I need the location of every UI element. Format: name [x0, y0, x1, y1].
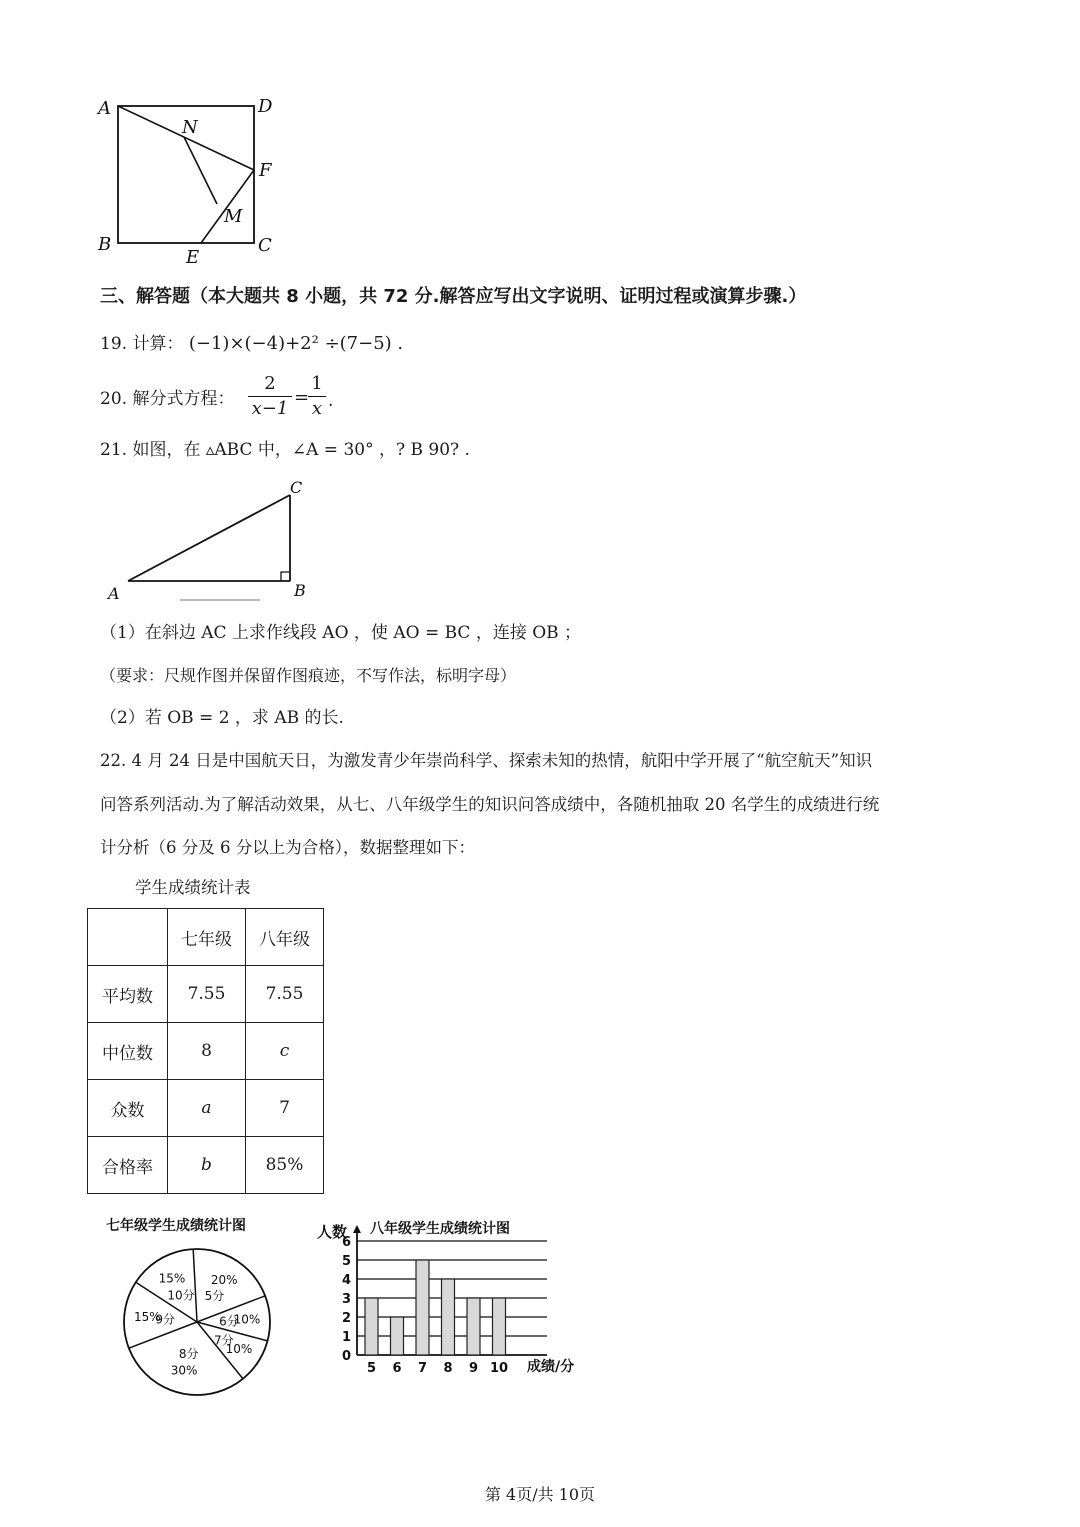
- bar-y-tick: 2: [341, 1311, 351, 1326]
- bar: [416, 1260, 429, 1355]
- table-cell: 7: [246, 1080, 324, 1137]
- pie-slice-percent: 15%: [158, 1271, 186, 1286]
- pie-slice-label: 7分: [214, 1333, 234, 1348]
- table-cell: a: [168, 1080, 246, 1137]
- pie-slice-edge: [193, 1249, 197, 1322]
- grade8-bar-chart: [315, 1215, 595, 1380]
- table-cell: [88, 909, 168, 966]
- question-19: 19. 计算： (−1)×(−4)+2² ÷(7−5) .: [100, 333, 404, 354]
- grade7-pie-chart: [100, 1210, 300, 1400]
- table-cell: 7.55: [246, 966, 324, 1023]
- table-cell: b: [168, 1137, 246, 1194]
- pie-slice-label: 10分: [167, 1288, 195, 1303]
- label-f: F: [259, 160, 272, 181]
- pie-slice-percent: 10%: [233, 1312, 261, 1327]
- table-cell: c: [246, 1023, 324, 1080]
- bar-x-tick: 8: [443, 1361, 453, 1376]
- table-row: [88, 909, 324, 966]
- table-cell: 合格率: [88, 1137, 168, 1194]
- table-cell: 7.55: [168, 966, 246, 1023]
- pie-slice-percent: 30%: [170, 1363, 198, 1378]
- table-row: [88, 1080, 324, 1137]
- q22-line-1: 22. 4 月 24 日是中国航天日，为激发青少年崇尚科学、探索未知的热情，航阳中学开展了“航空航天”知识: [100, 751, 873, 770]
- triangle-figure: [100, 475, 330, 610]
- label-c: C: [258, 235, 272, 256]
- label-n: N: [182, 117, 198, 138]
- table-row: [88, 966, 324, 1023]
- bar-x-tick: 10: [489, 1361, 509, 1376]
- label-b: B: [98, 234, 112, 255]
- table-cell: 8: [168, 1023, 246, 1080]
- table-row: [88, 1023, 324, 1080]
- bar-x-tick: 9: [468, 1361, 479, 1376]
- bar-y-tick: 6: [341, 1235, 351, 1250]
- label-d: D: [258, 96, 273, 117]
- q21-requirement: （要求：尺规作图并保留作图痕迹，不写作法，标明字母）: [100, 666, 517, 685]
- q22-line-3: 计分析（6 分及 6 分以上为合格），数据整理如下：: [100, 838, 475, 857]
- bar: [365, 1298, 378, 1355]
- table-cell: 中位数: [88, 1023, 168, 1080]
- table-title: 学生成绩统计表: [135, 878, 251, 897]
- pie-slice-percent: 20%: [210, 1273, 238, 1288]
- pie-slice-label: 8分: [178, 1346, 199, 1361]
- table-row: [88, 1137, 324, 1194]
- fraction-left: 2 x−1: [248, 372, 292, 421]
- pie-slice-label: 5分: [204, 1289, 225, 1304]
- bar: [391, 1317, 404, 1355]
- table-cell: 85%: [246, 1137, 324, 1194]
- label-e: E: [186, 247, 200, 268]
- bar-title: 八年级学生成绩统计图: [370, 1221, 510, 1237]
- fraction-right: 1 x: [308, 372, 326, 421]
- bar-x-tick: 5: [366, 1361, 377, 1376]
- bar: [467, 1298, 480, 1355]
- question-21: 21. 如图，在 ▵ABC 中，∠A = 30° ，? B 90? .: [100, 440, 470, 460]
- table-cell: 八年级: [246, 909, 324, 966]
- pie-slice-percent: 15%: [133, 1309, 161, 1324]
- bar-xlabel: 成绩/分: [527, 1359, 575, 1375]
- square-figure: [90, 90, 290, 270]
- q20-period: .: [328, 391, 334, 411]
- q21-part-2: （2）若 OB = 2 ，求 AB 的长.: [100, 708, 344, 728]
- q21-part-1: （1）在斜边 AC 上求作线段 AO ，使 AO = BC ，连接 OB ；: [100, 623, 582, 643]
- bar-y-tick: 1: [341, 1330, 351, 1345]
- tri-label-a: A: [108, 584, 120, 603]
- q22-line-2: 问答系列活动.为了解活动效果，从七、八年级学生的知识问答成绩中，各随机抽取 20 名学生的成绩进行统: [100, 795, 880, 814]
- bar-y-tick: 5: [341, 1254, 351, 1269]
- section-title: 三、解答题（本大题共 8 小题，共 72 分.解答应写出文字说明、证明过程或演算步骤.）: [100, 286, 807, 307]
- pie-slice-label: 9分: [155, 1312, 175, 1327]
- pie-title: 七年级学生成绩统计图: [106, 1218, 246, 1234]
- label-a: A: [98, 98, 111, 119]
- bar-y-arrow: [353, 1225, 361, 1233]
- table-cell: 众数: [88, 1080, 168, 1137]
- table-cell: 平均数: [88, 966, 168, 1023]
- bar: [493, 1298, 506, 1355]
- tri-label-b: B: [294, 581, 306, 600]
- bar: [442, 1279, 455, 1355]
- table-cell: 七年级: [168, 909, 246, 966]
- bar-ylabel: 人数: [317, 1223, 348, 1241]
- question-20: 20. 解分式方程：: [100, 389, 235, 409]
- bar-y-tick: 3: [341, 1292, 351, 1307]
- stats-table: [87, 908, 324, 1194]
- page-footer: 第 4页/共 10页: [484, 1485, 596, 1504]
- tri-label-c: C: [290, 478, 303, 497]
- pie-slice-percent: 10%: [225, 1342, 253, 1357]
- bar-y-tick: 0: [341, 1349, 351, 1364]
- pie-slice-label: 6分: [219, 1314, 239, 1329]
- equals-sign: =: [294, 387, 310, 408]
- label-m: M: [224, 206, 243, 227]
- bar-x-tick: 7: [417, 1361, 428, 1376]
- bar-x-tick: 6: [392, 1361, 402, 1376]
- bar-y-tick: 4: [341, 1273, 351, 1288]
